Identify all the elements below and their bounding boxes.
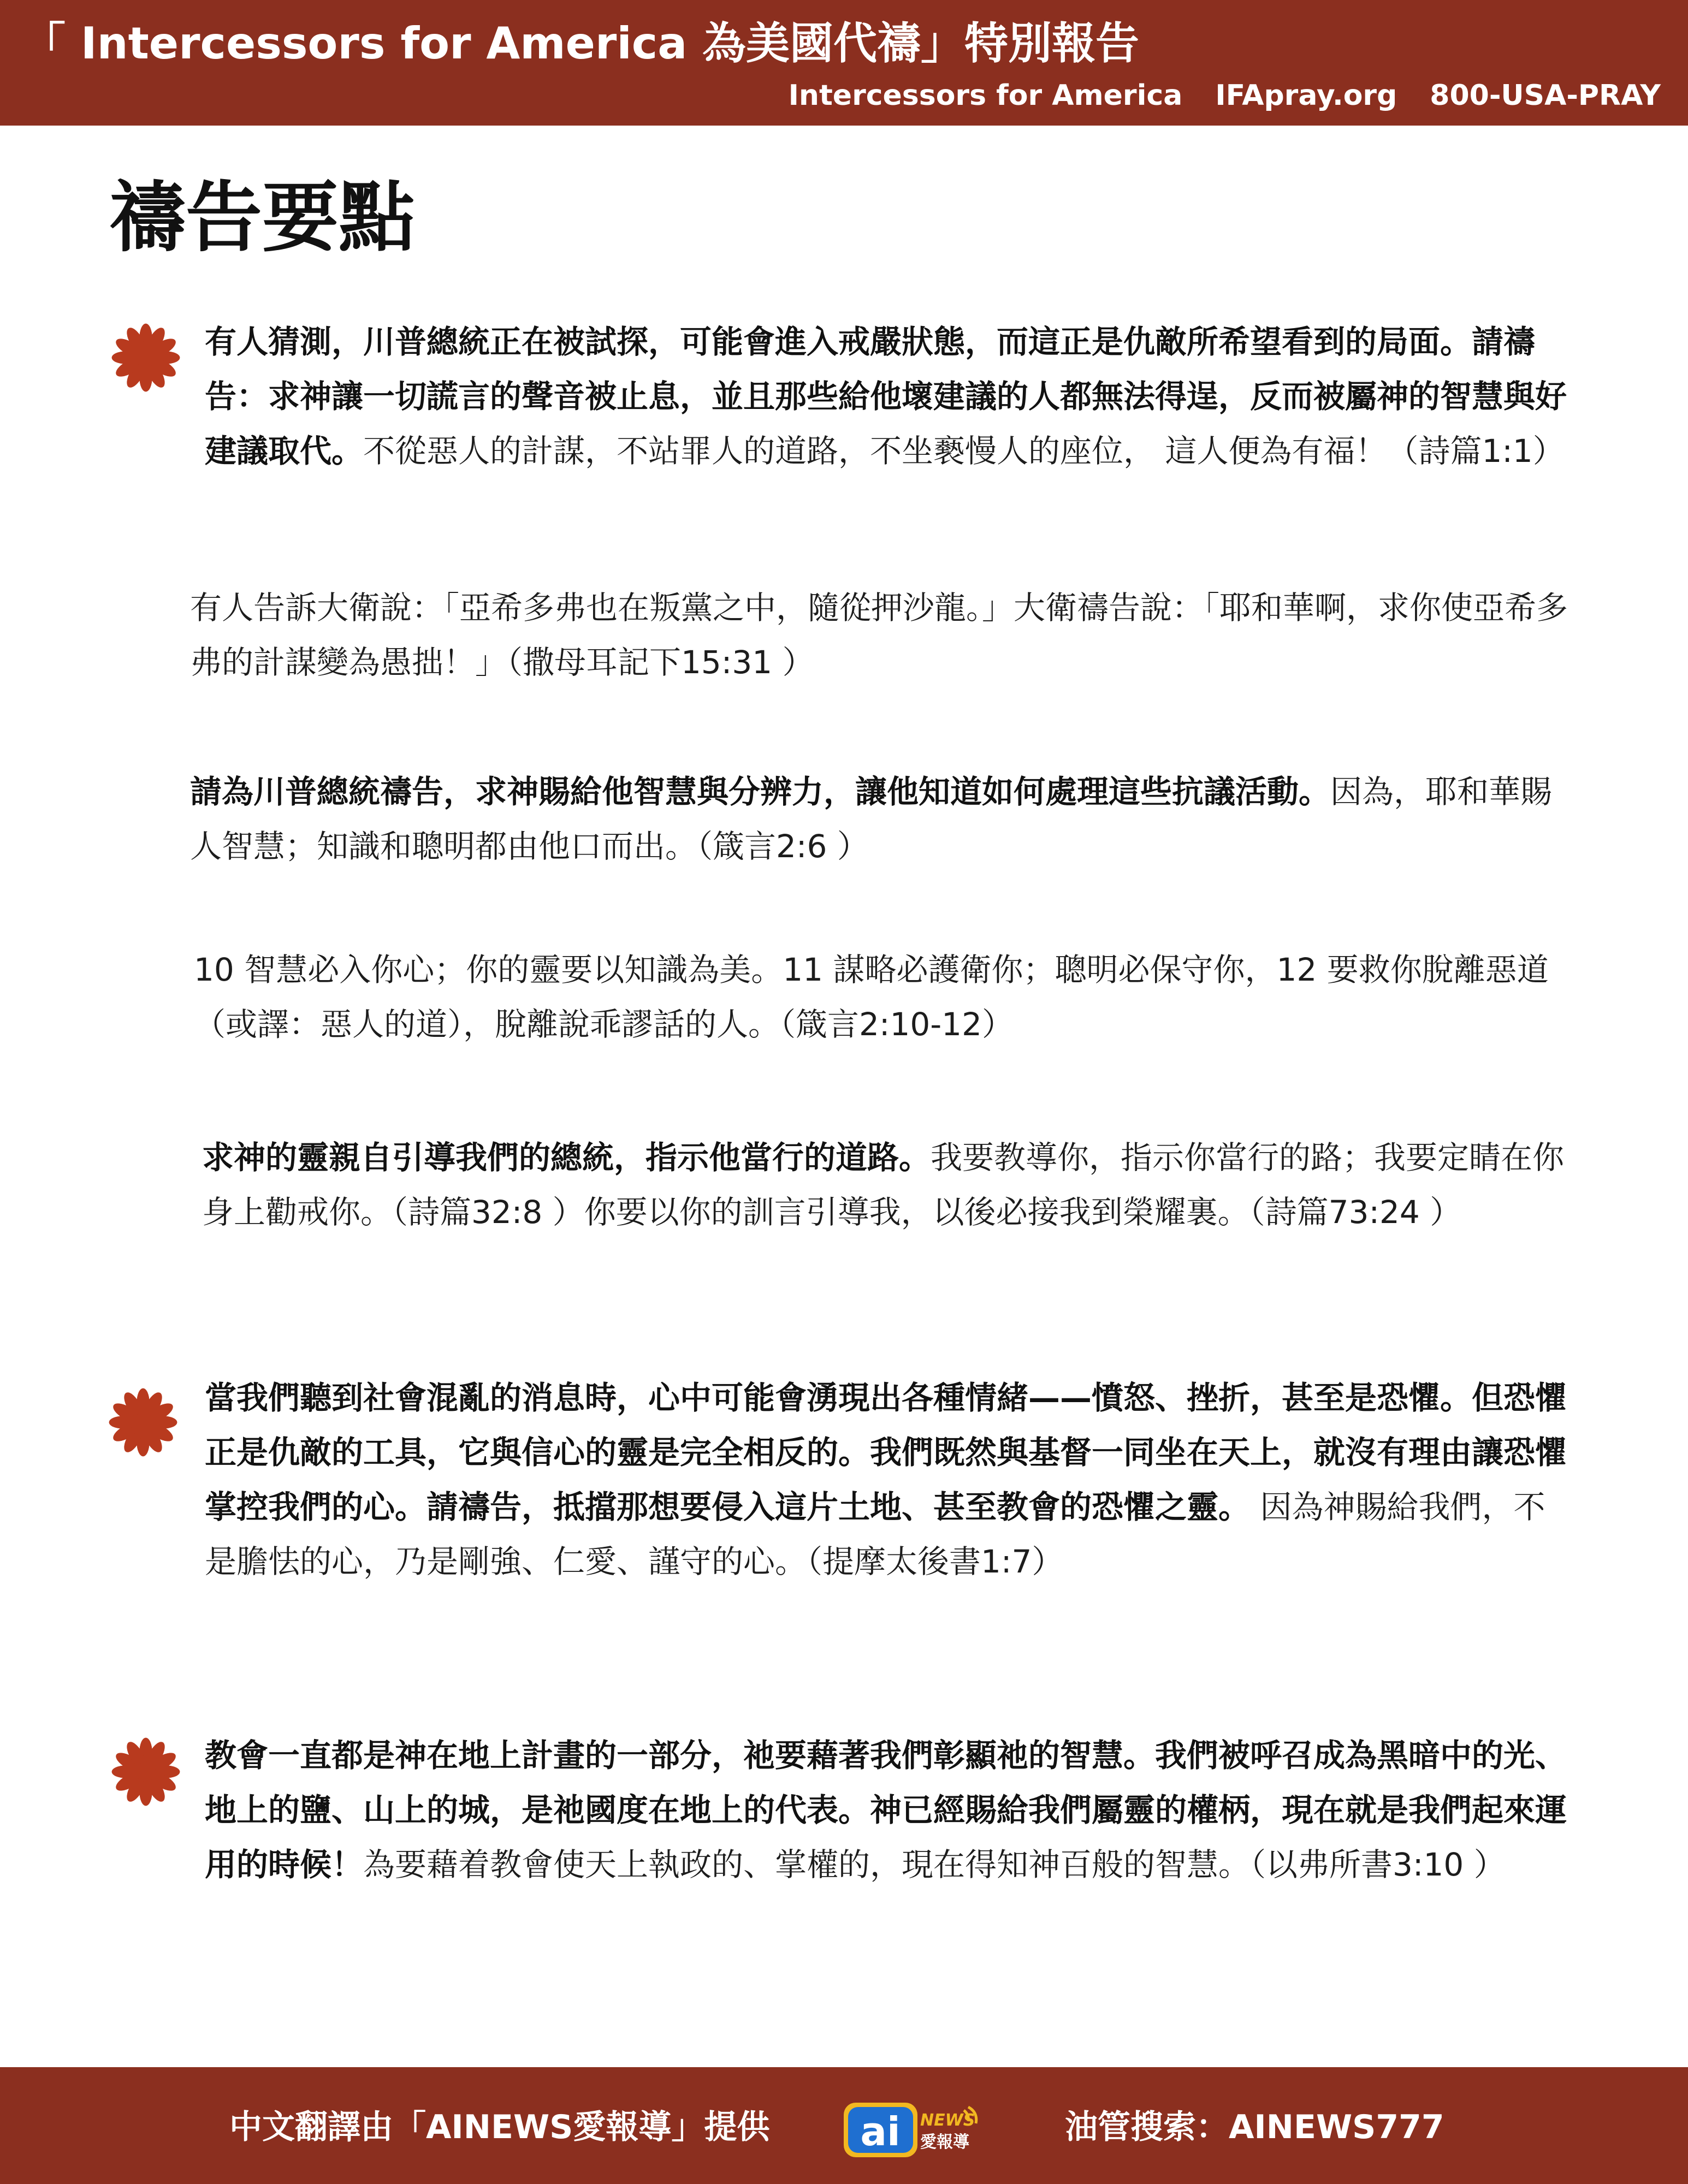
svg-text:愛報導: 愛報導 (920, 2133, 969, 2152)
org-name: Intercessors for America (788, 79, 1183, 112)
scripture-text: 有人告訴大衛說：「亞希多弗也在叛黨之中，隨從押沙龍。」大衛禱告說：「耶和華啊，求你使亞希多弗的計謀變為愚拙！」（撒母耳記下15:31 ） (190, 589, 1568, 681)
header-banner (0, 0, 1688, 126)
prayer-point-bold: 求神的靈親自引導我們的總統，指示他當行的道路。 (202, 1139, 931, 1176)
scripture-block-2 (194, 942, 1576, 1052)
svg-text:NEWS: NEWS (920, 2111, 975, 2130)
translation-credit: 中文翻譯由「AINEWS愛報導」提供 (229, 2108, 770, 2146)
website-link[interactable]: IFApray.org (1215, 79, 1397, 112)
prayer-point-5 (205, 1728, 1576, 1892)
scripture-text: 為要藉着教會使天上執政的、掌權的，現在得知神百般的智慧。（以弗所書3:10 ） (363, 1846, 1506, 1883)
prayer-point-4 (205, 1370, 1576, 1589)
ainews-logo-icon (844, 2097, 986, 2160)
prayer-point-3 (202, 1130, 1576, 1239)
star-bullet-icon (110, 322, 181, 393)
star-bullet-icon (110, 1736, 181, 1807)
scripture-text: 不從惡人的計謀，不站罪人的道路，不坐褻慢人的座位， 這人便為有福！（詩篇1:1） (363, 432, 1565, 470)
prayer-point-bold: 有人猜測，川普總統正在被試探，可能會進入戒嚴狀態，而這正是仇敵所希望看到的局面。請禱告：求神讓一切謊言的聲音被止息，並且那些給他壞建議的人都無法得逞，反而被屬神的智慧與好建議取代。 (205, 323, 1567, 470)
star-bullet-icon (108, 1387, 179, 1458)
footer-banner (0, 2067, 1688, 2184)
page-title: 禱告要點 (109, 174, 416, 263)
header-contact (789, 76, 1661, 115)
svg-text:ai: ai (860, 2109, 901, 2155)
report-title: 「 Intercessors for America 為美國代禱」特別報告 (22, 18, 1140, 69)
scripture-text: 因為神賜給我們，不是膽怯的心，乃是剛強、仁愛、謹守的心。（提摩太後書1:7） (205, 1488, 1545, 1580)
prayer-point-bold: 教會一直都是神在地上計畫的一部分，祂要藉著我們彰顯祂的智慧。我們被呼召成為黑暗中的光、地上的鹽、山上的城，是祂國度在地上的代表。神已經賜給我們屬靈的權柄，現在就是我們起來運用的時候！ (205, 1737, 1567, 1883)
scripture-text: 我要教導你，指示你當行的路；我要定睛在你身上勸戒你。（詩篇32:8 ）你要以你的訓言引導我，以後必接我到榮耀裏。（詩篇73:24 ） (202, 1139, 1565, 1231)
scripture-text: 因為，耶和華賜人智慧；知識和聰明都由他口而出。（箴言2:6 ） (190, 773, 1553, 865)
scripture-text: 10 智慧必入你心；你的靈要以知識為美。11 謀略必護衛你；聰明必保守你，12 要救你脫離惡道（或譯：惡人的道），脫離說乖謬話的人。（箴言2:10-12） (194, 951, 1549, 1043)
prayer-point-2 (190, 764, 1577, 874)
youtube-search-text: 油管搜索：AINEWS777 (1065, 2108, 1444, 2146)
scripture-block-1 (190, 580, 1577, 690)
prayer-point-bold: 當我們聽到社會混亂的消息時，心中可能會湧現出各種情緒——憤怒、挫折，甚至是恐懼。但恐懼正是仇敵的工具，它與信心的靈是完全相反的。我們既然與基督一同坐在天上，就沒有理由讓恐懼掌控我們的心。請禱告，抵擋那想要侵入這片土地、甚至教會的恐懼之靈。 (205, 1379, 1567, 1526)
prayer-point-1 (205, 314, 1576, 478)
prayer-point-bold: 請為川普總統禱告，求神賜給他智慧與分辨力，讓他知道如何處理這些抗議活動。 (190, 773, 1331, 810)
phone-number: 800-USA-PRAY (1430, 79, 1661, 112)
